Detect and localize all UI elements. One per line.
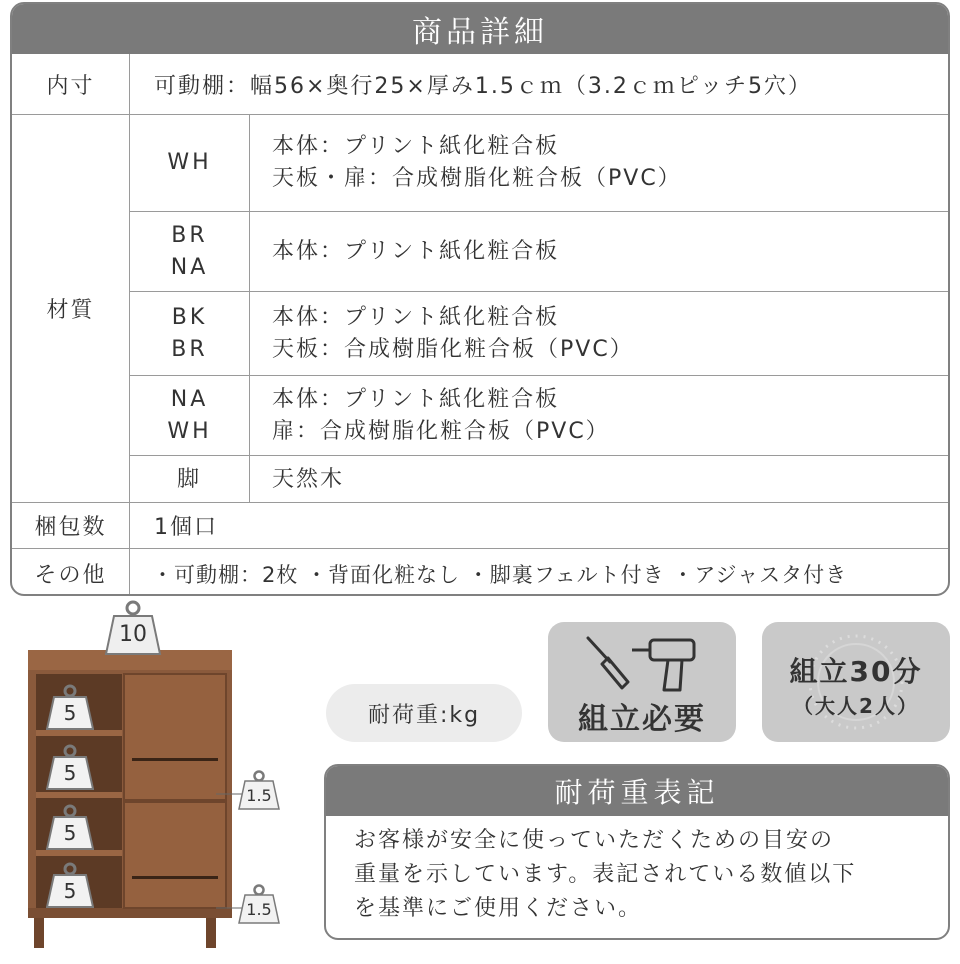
notice-body	[354, 824, 934, 926]
material-desc: 本体：プリント紙化粧合板	[272, 238, 560, 264]
weight-door-value: 1.5	[246, 900, 272, 919]
material-code: WH	[130, 115, 250, 211]
cabinet-base	[28, 908, 232, 918]
tools-icon	[584, 632, 700, 694]
weight-shelf-3	[46, 804, 94, 850]
material-code: 脚	[130, 456, 250, 503]
weight-shelf-value: 5	[63, 701, 77, 725]
notice-line: お客様が安全に使っていただくための目安の	[354, 828, 835, 853]
weight-shelf-value: 5	[63, 761, 77, 785]
cabinet-illustration	[0, 598, 310, 960]
weight-shelf-value: 5	[63, 821, 77, 845]
material-code: BR NA	[130, 212, 250, 291]
load-notice-box	[324, 764, 950, 940]
assembly-required-label: 組立必要	[578, 702, 706, 737]
row-package	[12, 502, 948, 548]
weight-top-value: 10	[119, 622, 147, 647]
material-desc: 本体：プリント紙化粧合板 天板・扉：合成樹脂化粧合板（PVC）	[272, 134, 682, 191]
weight-door-upper	[238, 770, 280, 810]
assembly-required-badge	[548, 622, 736, 742]
detail-title: 商品詳細	[12, 4, 948, 54]
material-code: NA WH	[130, 376, 250, 455]
row-label-inner-dim: 内寸	[12, 54, 130, 114]
material-desc: 天然木	[272, 466, 345, 492]
cabinet-leg	[34, 916, 44, 948]
row-value-other: ・可動棚：2枚 ・背面化粧なし ・脚裏フェルト付き ・アジャスタ付き	[152, 562, 848, 587]
row-value-inner-dim: 可動棚：幅56×奥行25×厚み1.5ｃｍ（3.2ｃｍピッチ5穴）	[154, 73, 812, 99]
load-unit-label: 耐荷重:kg	[326, 684, 522, 742]
cabinet-shelf	[36, 792, 122, 798]
door-handle	[132, 758, 218, 761]
weight-top	[104, 600, 162, 656]
cabinet-shelf	[36, 850, 122, 856]
weight-shelf-1	[46, 684, 94, 730]
row-material	[12, 114, 948, 502]
material-row	[130, 291, 948, 375]
material-row	[130, 455, 948, 503]
notice-title: 耐荷重表記	[326, 766, 948, 816]
row-inner-dimensions	[12, 54, 948, 114]
material-row	[130, 375, 948, 455]
material-desc: 本体：プリント紙化粧合板 扉：合成樹脂化粧合板（PVC）	[272, 386, 610, 444]
cabinet-shelf	[36, 730, 122, 736]
row-label-material: 材質	[12, 115, 130, 502]
weight-shelf-4	[46, 862, 94, 908]
cabinet-door-lower	[124, 802, 226, 908]
material-row	[130, 115, 948, 211]
material-row	[130, 211, 948, 291]
weight-shelf-2	[46, 744, 94, 790]
notice-line: 重量を示しています。表記されている数値以下	[354, 862, 857, 887]
cabinet-door-upper	[124, 674, 226, 800]
row-label-other: その他	[12, 549, 130, 596]
assembly-people-label: （大人2人）	[793, 694, 919, 718]
material-desc: 本体：プリント紙化粧合板 天板：合成樹脂化粧合板（PVC）	[272, 304, 634, 362]
weight-shelf-value: 5	[63, 879, 77, 903]
product-detail-table	[10, 2, 950, 596]
weight-door-value: 1.5	[246, 786, 272, 805]
material-code: BK BR	[130, 292, 250, 375]
row-other	[12, 548, 948, 596]
assembly-time-label: 組立30分	[789, 655, 923, 688]
door-handle	[132, 876, 218, 879]
cabinet-leg	[206, 916, 216, 948]
assembly-time-badge	[762, 622, 950, 742]
row-label-package: 梱包数	[12, 503, 130, 548]
weight-door-lower	[238, 884, 280, 924]
row-value-package: 1個口	[154, 515, 218, 540]
notice-line: を基準にご使用ください。	[354, 896, 643, 921]
